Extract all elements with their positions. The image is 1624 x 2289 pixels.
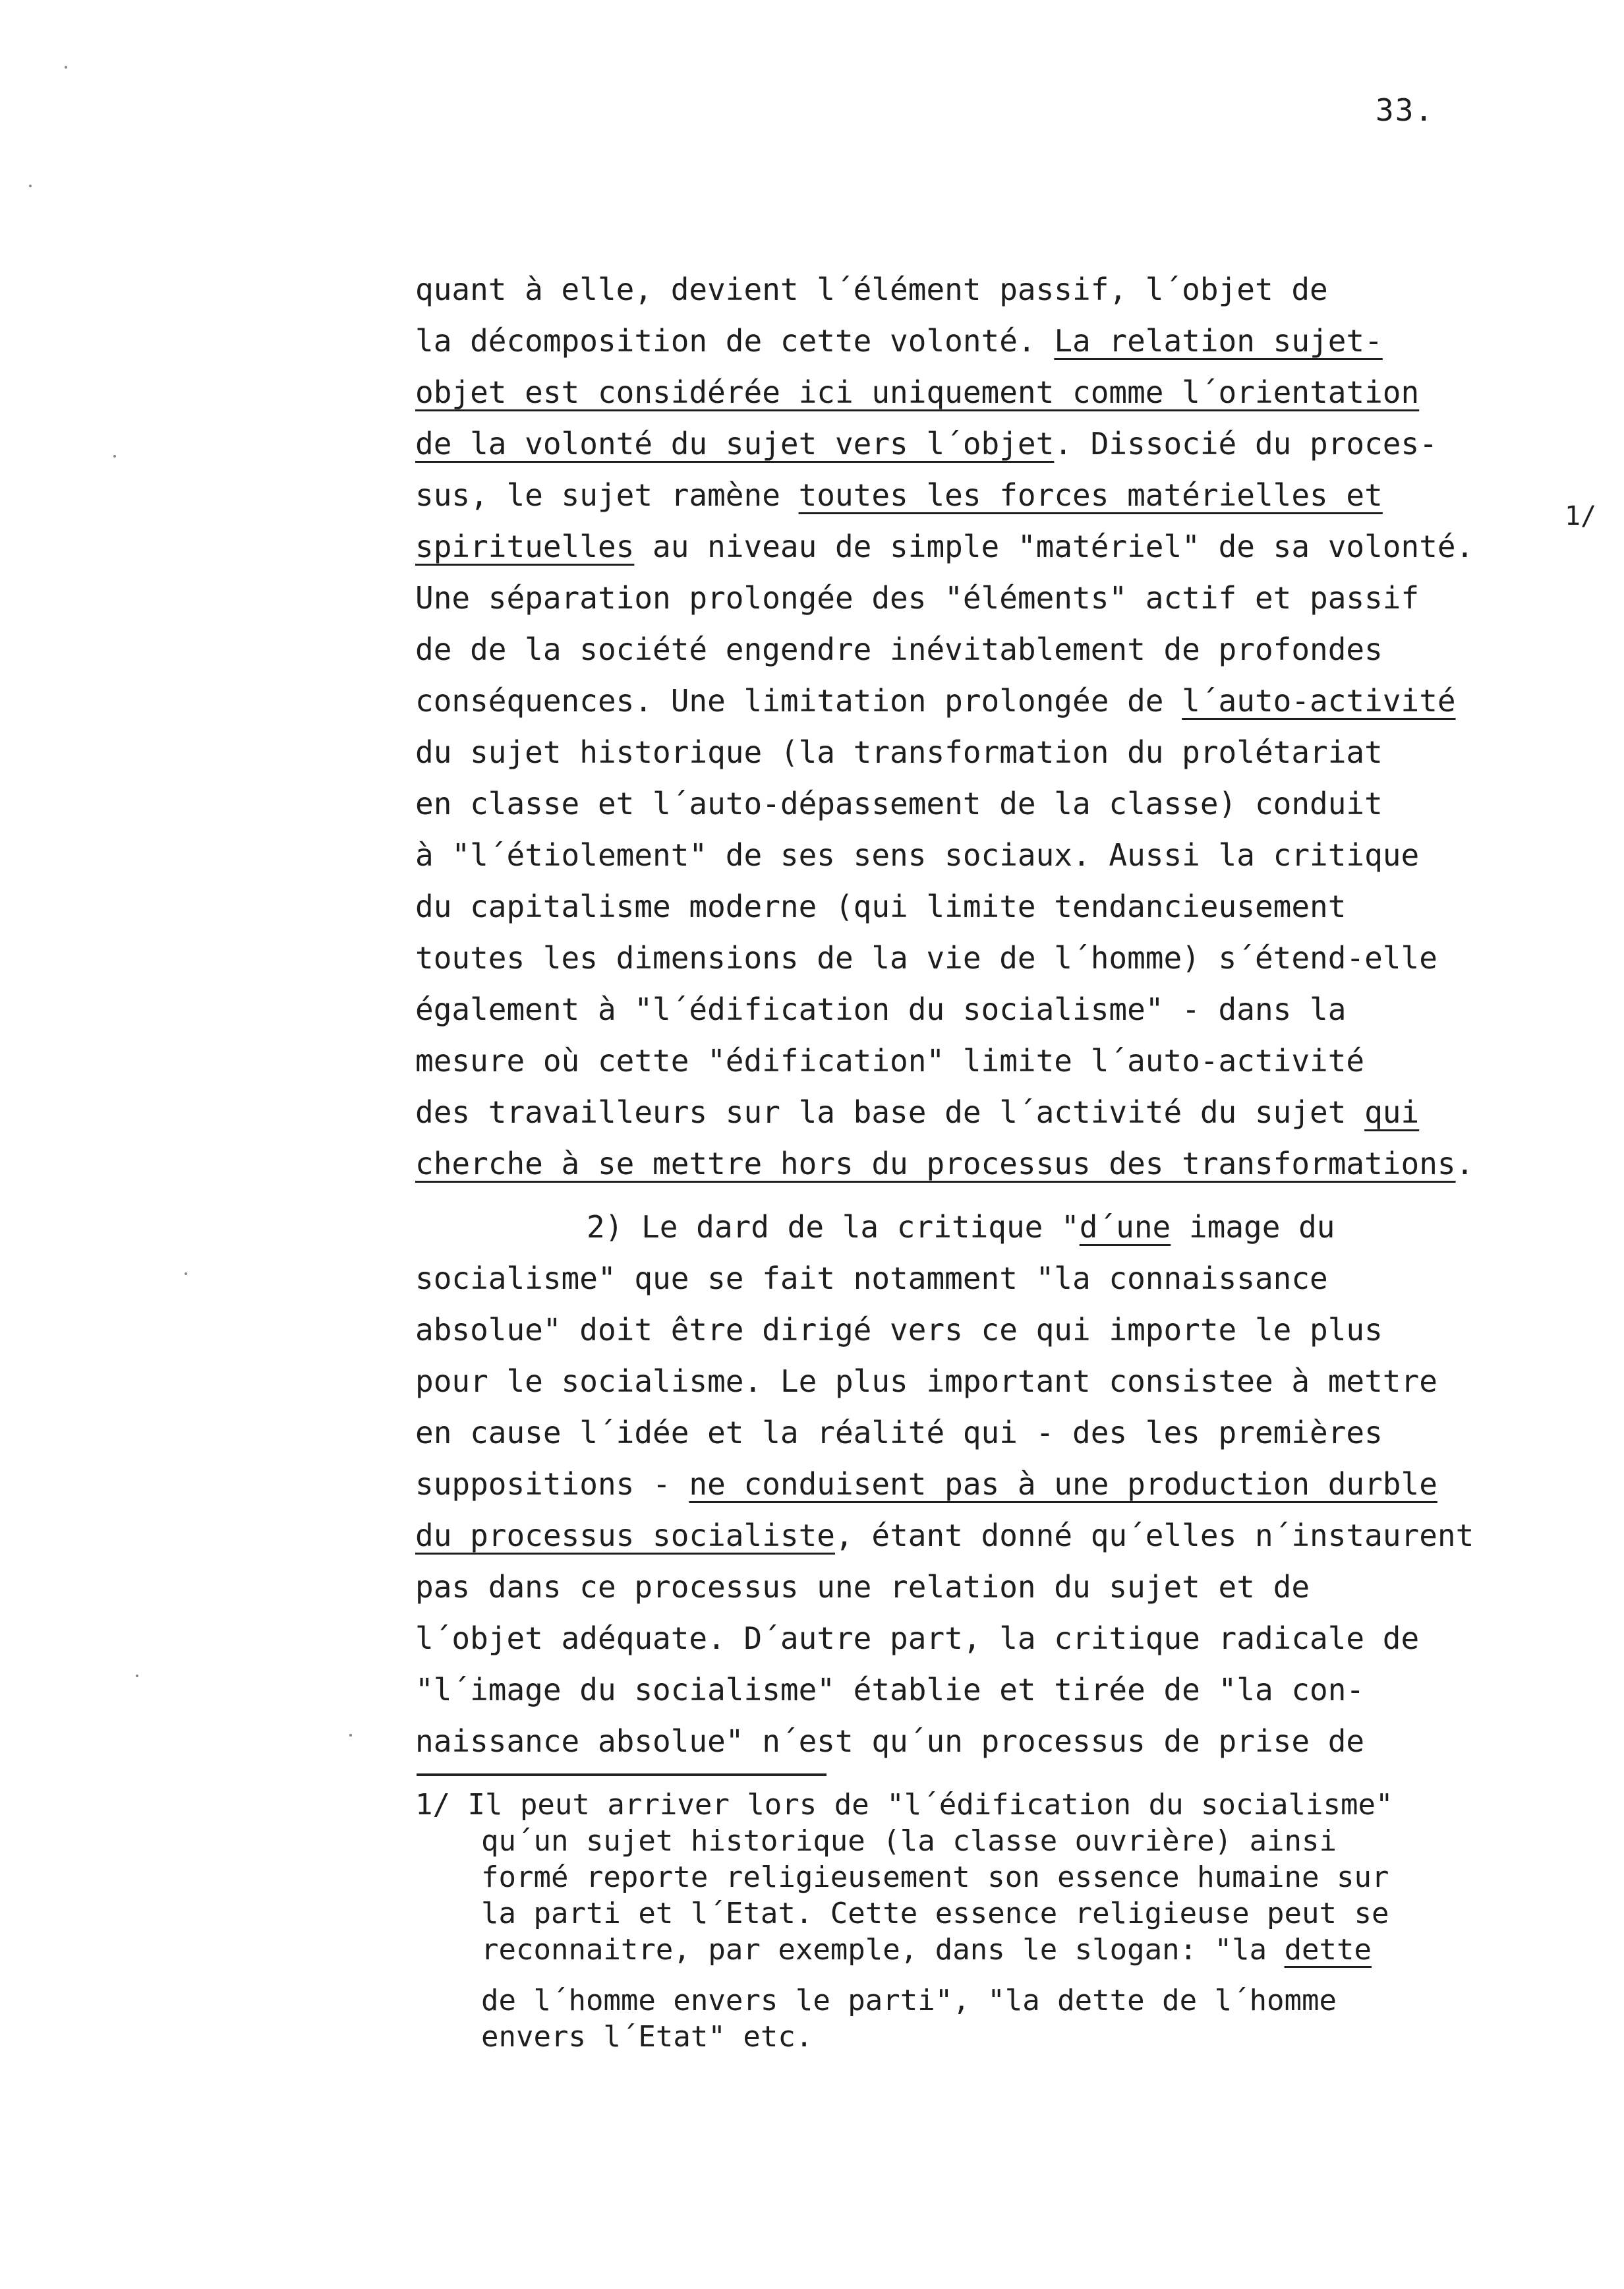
underlined-text: du processus socialiste: [415, 1518, 835, 1553]
text-segment: absolue" doit être dirigé vers ce qui importe le plus: [415, 1312, 1383, 1348]
underlined-text: qui: [1364, 1094, 1420, 1130]
text-line: [415, 572, 1588, 624]
text-segment: envers l´Etat" etc.: [481, 2020, 813, 2054]
text-segment: quant à elle, devient l´élément passif, l´objet de: [415, 272, 1328, 307]
text-segment: l´objet adéquate. D´autre part, la critique radicale de: [415, 1620, 1420, 1656]
text-line: [415, 1664, 1588, 1715]
text-line: [415, 521, 1588, 572]
text-line: [415, 1787, 1602, 1823]
text-segment: conséquences. Une limitation prolongée de: [415, 683, 1182, 719]
underlined-text: La relation sujet-: [1054, 323, 1383, 359]
text-line: [415, 1982, 1602, 2019]
text-segment: en classe et l´auto-dépassement de la classe) conduit: [415, 786, 1383, 821]
text-line: [415, 315, 1588, 367]
text-segment: 1/ Il peut arriver lors de "l´édification du socialisme": [415, 1788, 1393, 1822]
text-segment: sus, le sujet ramène: [415, 477, 799, 513]
text-segment: naissance absolue" n´est qu´un processus de prise de: [415, 1723, 1365, 1759]
text-line: [415, 1895, 1602, 1932]
text-segment: pour le socialisme. Le plus important consistee à mettre: [415, 1363, 1437, 1399]
text-line: [415, 1086, 1588, 1138]
scan-speck: [136, 1675, 138, 1677]
text-line: [415, 1407, 1588, 1458]
scan-speck: [349, 1734, 352, 1737]
text-line: [415, 264, 1588, 315]
underlined-text: ne conduisent pas à une production durble: [689, 1466, 1437, 1502]
text-segment: pas dans ce processus une relation du sujet et de: [415, 1569, 1310, 1605]
text-segment: reconnaitre, par exemple, dans le slogan: "la: [481, 1933, 1285, 1967]
text-segment: toutes les dimensions de la vie de l´homme) s´étend-elle: [415, 940, 1437, 976]
text-segment: "l´image du socialisme" établie et tirée de "la con-: [415, 1672, 1365, 1708]
underlined-text: spirituelles: [415, 529, 635, 564]
text-line: [415, 418, 1588, 469]
text-segment: en cause l´idée et la réalité qui - des les premières: [415, 1415, 1383, 1450]
text-line: [415, 675, 1588, 727]
footnote-line-gap: [415, 1968, 1602, 1982]
text-segment: à "l´étiolement" de ses sens sociaux. Aussi la critique: [415, 837, 1420, 873]
text-line: [415, 1138, 1588, 1189]
text-line: [415, 1510, 1588, 1561]
text-line: [415, 1613, 1588, 1664]
text-line: [415, 367, 1588, 418]
underlined-text: cherche à se mettre hors du processus des transformations: [415, 1146, 1456, 1181]
scan-speck: [29, 185, 32, 187]
text-line: [415, 624, 1588, 675]
text-segment: de l´homme envers le parti", "la dette de l´homme: [481, 1984, 1337, 2017]
underlined-text: d´une: [1079, 1209, 1171, 1245]
text-segment: qu´un sujet historique (la classe ouvrière) ainsi: [481, 1824, 1337, 1858]
text-line: [415, 727, 1588, 778]
text-line: [415, 881, 1588, 932]
text-segment: du sujet historique (la transformation du prolétariat: [415, 734, 1383, 770]
text-segment: Une séparation prolongée des "éléments" actif et passif: [415, 580, 1420, 616]
text-segment: mesure où cette "édification" limite l´auto-activité: [415, 1043, 1365, 1079]
text-segment: .: [1455, 1146, 1474, 1181]
underlined-text: toutes les forces matérielles et: [798, 477, 1383, 513]
scan-speck: [65, 66, 67, 69]
text-line: [415, 932, 1588, 984]
text-segment: 2) Le dard de la critique ": [587, 1209, 1080, 1245]
paragraph-gap: [415, 1189, 1588, 1201]
text-segment: la parti et l´Etat. Cette essence religieuse peut se: [481, 1897, 1389, 1930]
text-segment: au niveau de simple "matériel" de sa volonté.: [634, 529, 1474, 564]
text-segment: image du: [1171, 1209, 1335, 1245]
text-segment: également à "l´édification du socialisme" - dans la: [415, 992, 1347, 1027]
text-segment: . Dissocié du proces-: [1054, 426, 1437, 461]
text-line: [415, 1253, 1588, 1304]
text-line: [415, 1355, 1588, 1407]
page-number: 33.: [1376, 92, 1435, 128]
scan-speck: [185, 1272, 187, 1275]
text-line: [415, 984, 1588, 1035]
underlined-text: de la volonté du sujet vers l´objet: [415, 426, 1055, 461]
text-line: [415, 1932, 1602, 1968]
text-line: [415, 778, 1588, 829]
underlined-text: objet est considérée ici uniquement comme l´orientation: [415, 374, 1420, 410]
text-line: [415, 1715, 1588, 1767]
scan-speck: [113, 455, 116, 458]
text-segment: socialisme" que se fait notamment "la connaissance: [415, 1261, 1328, 1296]
text-line: [415, 1201, 1588, 1253]
footnote-reference-marker: 1/: [1565, 501, 1597, 531]
body-text: [415, 264, 1588, 1767]
text-line: [415, 1304, 1588, 1355]
text-segment: suppositions -: [415, 1466, 689, 1502]
text-segment: des travailleurs sur la base de l´activité du sujet: [415, 1094, 1365, 1130]
text-line: [415, 1035, 1588, 1086]
text-segment: formé reporte religieusement son essence humaine sur: [481, 1860, 1389, 1894]
text-line: [415, 469, 1588, 521]
paragraph-2: [415, 1201, 1588, 1767]
text-segment: de de la société engendre inévitablement de profondes: [415, 632, 1383, 667]
text-line: [415, 1859, 1602, 1895]
text-segment: la décomposition de cette volonté.: [415, 323, 1055, 359]
text-line: [415, 1823, 1602, 1859]
text-line: [415, 1458, 1588, 1510]
text-line: [415, 1561, 1588, 1613]
underlined-text: dette: [1284, 1933, 1372, 1967]
text-line: [415, 2019, 1602, 2055]
underlined-text: l´auto-activité: [1182, 683, 1456, 719]
text-segment: , étant donné qu´elles n´instaurent: [834, 1518, 1474, 1553]
text-segment: du capitalisme moderne (qui limite tendancieusement: [415, 889, 1347, 924]
paragraph-1: [415, 264, 1588, 1189]
text-line: [415, 829, 1588, 881]
footnote-1: [415, 1787, 1602, 2055]
footnote-separator-rule: [417, 1773, 826, 1776]
